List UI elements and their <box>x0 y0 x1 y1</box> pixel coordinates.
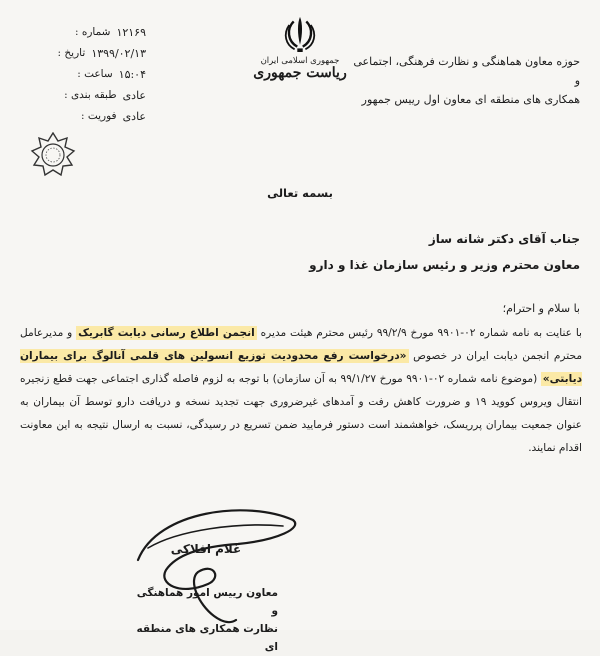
addressee-name: جناب آقای دکتر شانه ساز <box>428 232 580 246</box>
signer-title <box>130 584 278 656</box>
meta-date-value: ۱۳۹۹/۰۲/۱۳ <box>91 47 146 60</box>
presidency-title: ریاست جمهوری <box>253 65 347 81</box>
letter-body <box>20 322 582 460</box>
meta-date-label: تاریخ : <box>57 47 86 59</box>
addressee-title: معاون محترم وزیر و رئیس سازمان غذا و دارو <box>309 258 580 272</box>
letter-meta <box>26 22 146 127</box>
meta-number-label: شماره : <box>74 26 111 38</box>
department-line-2: همکاری های منطقه ای معاون اول رییس جمهور <box>361 93 580 106</box>
government-name: جمهوری اسلامی ایران <box>260 56 340 66</box>
meta-classification <box>26 85 146 106</box>
meta-classification-value: عادی <box>122 89 146 102</box>
meta-time <box>26 64 146 85</box>
highlight-association: انجمن اطلاع رسانی دیابت گابریک <box>78 327 255 339</box>
body-text-3: (موضوع نامه شماره ۰۲-۹۹۰۱ مورخ ۹۹/۱/۲۷ به آن سازمان) با توجه به لزوم فاصله گذاری اجتماعی جهت قطع زنجیره انتقال ویروس کووید ۱۹ و ضرورت کاهش رفت و آمدهای غیرضروری جهت تجدید نسخه و دریافت دارو توسط آن بیماران به عنوان جمعیت بیماران پرریسک، خواهشمند است دستور فرمایید ضمن تسریع در رسیدگی، نسبت به ارسال نتیجه به این معاونت اقدام نمایند. <box>20 373 582 454</box>
letter-paragraph <box>20 322 582 460</box>
meta-number <box>26 22 146 43</box>
signer-name: غلام افلاکی <box>170 542 242 556</box>
meta-number-value: ۱۲۱۶۹ <box>116 26 146 39</box>
department-title <box>348 52 580 109</box>
meta-time-label: ساعت : <box>77 68 113 80</box>
emblem-icon <box>282 14 318 54</box>
meta-urgency-value: عادی <box>122 110 146 123</box>
salutation: با سلام و احترام؛ <box>502 302 580 315</box>
meta-classification-label: طبقه بندی : <box>64 89 117 101</box>
highlight-request: «درخواست رفع محدودیت توزیع انسولین های قلمی آنالوگ برای بیماران دیابتی» <box>20 350 583 385</box>
signer-title-line-2: نظارت همکاری های منطقه ای <box>136 623 278 653</box>
meta-time-value: ۱۵:۰۴ <box>118 68 146 81</box>
bismillah-heading: بسمه تعالی <box>267 186 333 200</box>
government-header <box>240 14 360 81</box>
meta-urgency <box>26 106 146 127</box>
body-text-1: با عنایت به نامه شماره ۰۲-۹۹۰۱ مورخ ۹۹/۲/۹ رئیس محترم هیئت مدیره <box>256 327 582 339</box>
meta-date <box>26 43 146 64</box>
signer-title-line-1: معاون رییس امور هماهنگی و <box>136 587 278 617</box>
department-line-1: حوزه معاون هماهنگی و نظارت فرهنگی، اجتماعی و <box>353 55 580 87</box>
body-text-2: و مدیرعامل محترم انجمن دیابت ایران در خصوص <box>20 327 582 362</box>
meta-urgency-label: فوریت : <box>80 110 117 122</box>
seal-icon <box>30 132 76 178</box>
